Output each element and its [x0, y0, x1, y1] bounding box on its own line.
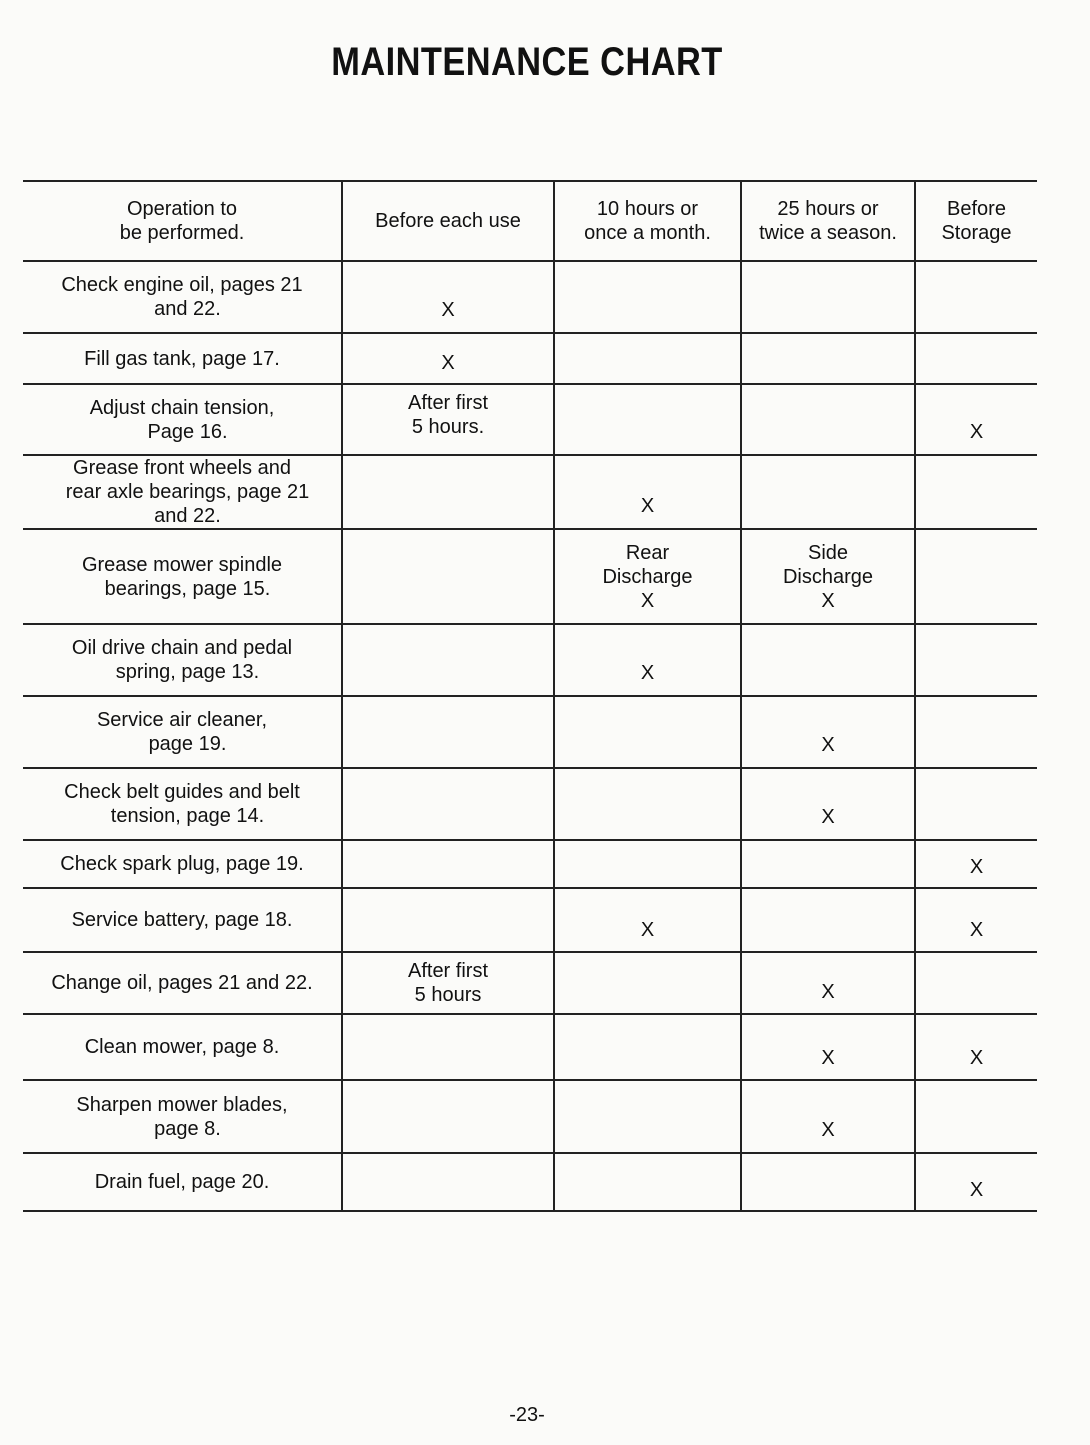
check-mark: X	[640, 662, 655, 684]
operation-cell	[23, 384, 342, 455]
operation-text: Fill gas tank, page 17.	[84, 347, 280, 370]
10-hours-cell	[554, 696, 741, 768]
before-storage-cell	[915, 624, 1037, 696]
25-hours-cell	[741, 768, 915, 840]
operation-cell	[23, 261, 342, 333]
before-storage-cell	[915, 952, 1037, 1014]
header-row	[23, 181, 1037, 261]
before-each-use-cell	[342, 333, 554, 384]
table-row	[23, 952, 1037, 1014]
check-mark: X	[969, 1047, 984, 1069]
25-hours-cell	[741, 1014, 915, 1080]
before-storage-cell	[915, 840, 1037, 888]
table-row	[23, 768, 1037, 840]
25-hours-cell	[741, 624, 915, 696]
10-hours-cell	[554, 1080, 741, 1153]
operation-text: Sharpen mower blades,	[76, 1093, 288, 1116]
before-storage-cell	[915, 1014, 1037, 1080]
25-hours-cell	[741, 840, 915, 888]
operation-text: Grease mower spindle	[81, 553, 283, 576]
before-each-use-cell	[342, 888, 554, 952]
header-before-each-use	[342, 181, 554, 261]
header-before-storage	[915, 181, 1037, 261]
25-hours-cell	[741, 261, 915, 333]
before-each-use-cell	[342, 952, 554, 1014]
header-10-hours-line: once a month.	[584, 222, 711, 244]
25-hours-cell	[741, 1153, 915, 1211]
maintenance-table	[23, 180, 1037, 1212]
check-mark: X	[821, 1119, 835, 1141]
page-title: MAINTENANCE CHART	[331, 40, 723, 84]
10-hours-cell	[554, 333, 741, 384]
before-storage-cell	[915, 768, 1037, 840]
check-mark: X	[969, 856, 984, 878]
10-hours-cell	[554, 1153, 741, 1211]
header-before-storage-line: Before	[947, 198, 1006, 220]
operation-text: page 8.	[154, 1117, 221, 1140]
25-hours-cell	[741, 529, 915, 624]
cell-text: 5 hours.	[411, 416, 485, 438]
table-row	[23, 384, 1037, 455]
operation-text: Check spark plug, page 19.	[60, 853, 304, 875]
operation-text: spring, page 13.	[115, 661, 260, 683]
operation-text: and 22.	[154, 298, 221, 320]
cell-text: Discharge	[782, 565, 874, 588]
before-storage-cell	[915, 1153, 1037, 1211]
before-each-use-cell	[342, 529, 554, 624]
operation-cell	[23, 333, 342, 384]
check-mark: X	[969, 919, 984, 941]
before-each-use-cell	[342, 1153, 554, 1211]
cell-text: After first	[407, 392, 488, 414]
table-row	[23, 529, 1037, 624]
before-each-use-cell	[342, 768, 554, 840]
before-each-use-cell	[342, 1080, 554, 1153]
table-row	[23, 261, 1037, 333]
table-row	[23, 840, 1037, 888]
before-storage-cell	[915, 333, 1037, 384]
25-hours-cell	[741, 1080, 915, 1153]
10-hours-cell	[554, 261, 741, 333]
operation-cell	[23, 624, 342, 696]
header-25-hours	[741, 181, 915, 261]
header-before-each-use-line: Before each use	[375, 210, 521, 232]
header-operation-line: be performed.	[119, 222, 245, 244]
25-hours-cell	[741, 696, 915, 768]
header-operation	[23, 181, 342, 261]
25-hours-cell	[741, 952, 915, 1014]
header-10-hours-line: 10 hours or	[596, 198, 699, 220]
operation-text: page 19.	[148, 733, 227, 755]
operation-cell	[23, 696, 342, 768]
cell-text: Side	[807, 541, 849, 564]
table-row	[23, 1080, 1037, 1153]
operation-cell	[23, 888, 342, 952]
check-mark: X	[969, 1179, 984, 1201]
header-before-storage-line: Storage	[941, 222, 1012, 244]
header-25-hours-line: 25 hours or	[777, 198, 879, 220]
operation-cell	[23, 1080, 342, 1153]
page-number: -23-	[509, 1404, 545, 1426]
table-row	[23, 696, 1037, 768]
operation-text: Oil drive chain and pedal	[71, 637, 293, 659]
10-hours-cell	[554, 888, 741, 952]
before-storage-cell	[915, 888, 1037, 952]
operation-text: Service battery, page 18.	[71, 909, 293, 931]
header-10-hours	[554, 181, 741, 261]
operation-cell	[23, 840, 342, 888]
header-operation-line: Operation to	[126, 198, 238, 220]
operation-text: rear axle bearings, page 21	[65, 481, 310, 503]
before-each-use-cell	[342, 261, 554, 333]
operation-text: tension, page 14.	[110, 805, 265, 827]
operation-cell	[23, 1014, 342, 1080]
cell-text: After first	[407, 960, 488, 982]
table-body	[23, 261, 1037, 1211]
check-mark: X	[640, 589, 655, 612]
before-storage-cell	[915, 384, 1037, 455]
check-mark: X	[969, 421, 984, 443]
10-hours-cell	[554, 624, 741, 696]
10-hours-cell	[554, 840, 741, 888]
before-storage-cell	[915, 1080, 1037, 1153]
25-hours-cell	[741, 888, 915, 952]
cell-text: 5 hours	[414, 984, 482, 1006]
10-hours-cell	[554, 529, 741, 624]
operation-text: Clean mower, page 8.	[84, 1036, 280, 1058]
before-each-use-cell	[342, 455, 554, 529]
table-header	[23, 181, 1037, 261]
table-row	[23, 888, 1037, 952]
operation-text: Page 16.	[147, 420, 228, 443]
check-mark: X	[441, 352, 455, 374]
10-hours-cell	[554, 455, 741, 529]
before-storage-cell	[915, 529, 1037, 624]
operation-text: Drain fuel, page 20.	[94, 1171, 270, 1193]
check-mark: X	[821, 981, 835, 1003]
check-mark: X	[441, 299, 455, 321]
table-row	[23, 1014, 1037, 1080]
before-storage-cell	[915, 696, 1037, 768]
before-each-use-cell	[342, 624, 554, 696]
operation-cell	[23, 455, 342, 529]
before-each-use-cell	[342, 840, 554, 888]
table-row	[23, 624, 1037, 696]
operation-text: Grease front wheels and	[73, 457, 291, 479]
before-storage-cell	[915, 261, 1037, 333]
10-hours-cell	[554, 1014, 741, 1080]
operation-cell	[23, 768, 342, 840]
before-each-use-cell	[342, 696, 554, 768]
before-each-use-cell	[342, 1014, 554, 1080]
operation-text: bearings, page 15.	[104, 577, 271, 600]
operation-cell	[23, 529, 342, 624]
table-row	[23, 333, 1037, 384]
cell-text: Rear	[625, 541, 670, 564]
operation-text: Adjust chain tension,	[89, 396, 275, 419]
check-mark: X	[640, 495, 655, 517]
table-row	[23, 455, 1037, 529]
table-row	[23, 1153, 1037, 1211]
check-mark: X	[640, 919, 655, 941]
25-hours-cell	[741, 384, 915, 455]
header-25-hours-line: twice a season.	[759, 222, 897, 244]
check-mark: X	[821, 1047, 835, 1069]
operation-text: Service air cleaner,	[96, 709, 268, 731]
check-mark: X	[821, 806, 835, 828]
10-hours-cell	[554, 768, 741, 840]
operation-text: Check belt guides and belt	[64, 781, 300, 803]
25-hours-cell	[741, 455, 915, 529]
10-hours-cell	[554, 384, 741, 455]
10-hours-cell	[554, 952, 741, 1014]
operation-cell	[23, 952, 342, 1014]
operation-text: and 22.	[154, 505, 221, 527]
before-storage-cell	[915, 455, 1037, 529]
check-mark: X	[821, 589, 835, 612]
before-each-use-cell	[342, 384, 554, 455]
operation-text: Change oil, pages 21 and 22.	[51, 972, 313, 994]
operation-cell	[23, 1153, 342, 1211]
operation-text: Check engine oil, pages 21	[61, 274, 303, 296]
cell-text: Discharge	[602, 565, 693, 588]
25-hours-cell	[741, 333, 915, 384]
check-mark: X	[821, 734, 835, 756]
